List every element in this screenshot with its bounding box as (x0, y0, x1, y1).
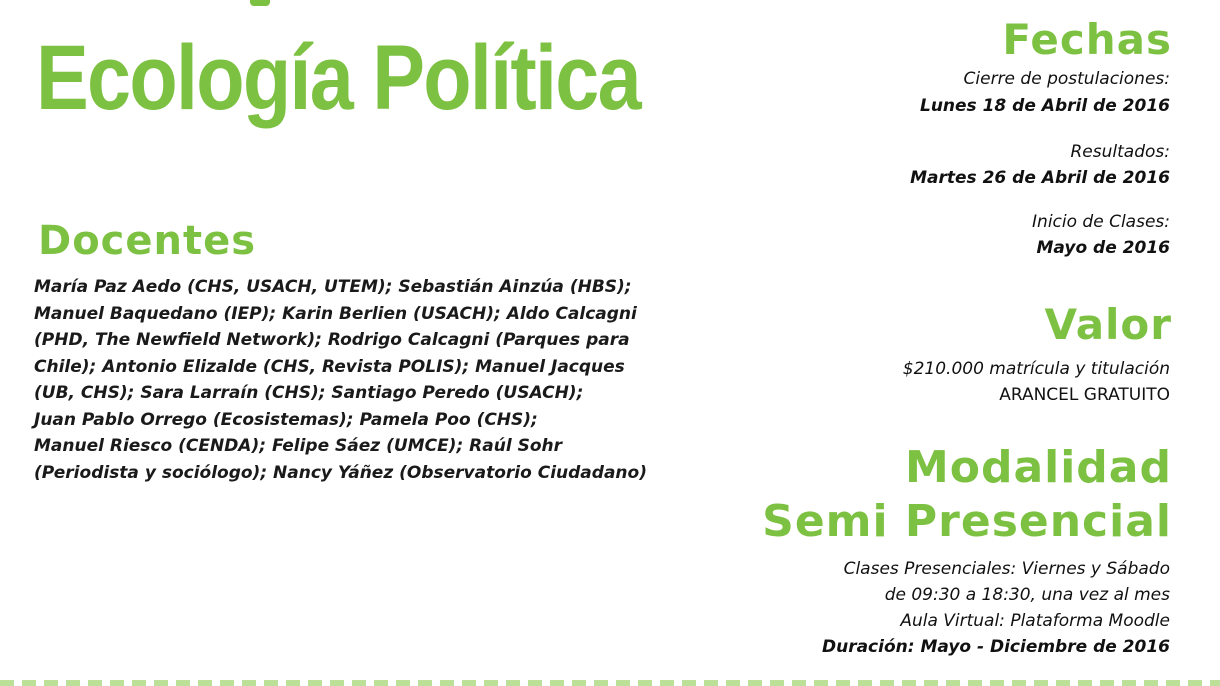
cierre-label: Cierre de postulaciones: (963, 69, 1170, 89)
valor-line-2: ARANCEL GRATUITO (999, 385, 1170, 405)
modalidad-heading: Modalidad (904, 442, 1172, 493)
valor-line-1: $210.000 matrícula y titulación (902, 359, 1170, 379)
docentes-line: Juan Pablo Orrego (Ecosistemas); Pamela Poo (CHS); (34, 409, 538, 430)
docentes-line: (PHD, The Newfield Network); Rodrigo Calcagni (Parques para (34, 330, 630, 350)
modalidad-line-1: Clases Presenciales: Viernes y Sábado (843, 559, 1170, 579)
docentes-line: Manuel Baquedano (IEP); Karin Berlien (USACH); Aldo Calcagni (34, 303, 637, 324)
bottom-edge-decoration (0, 680, 1220, 686)
docentes-line: (UB, CHS); Sara Larraín (CHS); Santiago Peredo (USACH); (34, 383, 584, 403)
modalidad-line-4: Duración: Mayo - Diciembre de 2016 (821, 637, 1170, 657)
docentes-list (34, 274, 674, 486)
valor-heading: Valor (1044, 300, 1172, 349)
resultados-value: Martes 26 de Abril de 2016 (910, 168, 1170, 188)
fechas-heading: Fechas (1002, 15, 1172, 64)
top-cropped-text-fragment (40, 0, 690, 6)
modalidad-line-2: de 09:30 a 18:30, una vez al mes (884, 585, 1170, 605)
page-title: Ecología Política (36, 27, 640, 129)
docentes-line: Manuel Riesco (CENDA); Felipe Sáez (UMCE); Raúl Sohr (34, 436, 562, 456)
docentes-line: (Periodista y sociólogo); Nancy Yáñez (Observatorio Ciudadano) (34, 462, 647, 483)
docentes-line: Chile); Antonio Elizalde (CHS, Revista POLIS); Manuel Jacques (34, 356, 625, 377)
resultados-label: Resultados: (1070, 142, 1170, 162)
cierre-value: Lunes 18 de Abril de 2016 (919, 96, 1170, 116)
modalidad-subheading: Semi Presencial (762, 496, 1172, 547)
inicio-label: Inicio de Clases: (1032, 212, 1170, 232)
modalidad-line-3: Aula Virtual: Plataforma Moodle (900, 611, 1170, 631)
docentes-heading: Docentes (38, 218, 257, 264)
docentes-line: María Paz Aedo (CHS, USACH, UTEM); Sebastián Ainzúa (HBS); (34, 277, 632, 297)
inicio-value: Mayo de 2016 (1036, 238, 1170, 258)
